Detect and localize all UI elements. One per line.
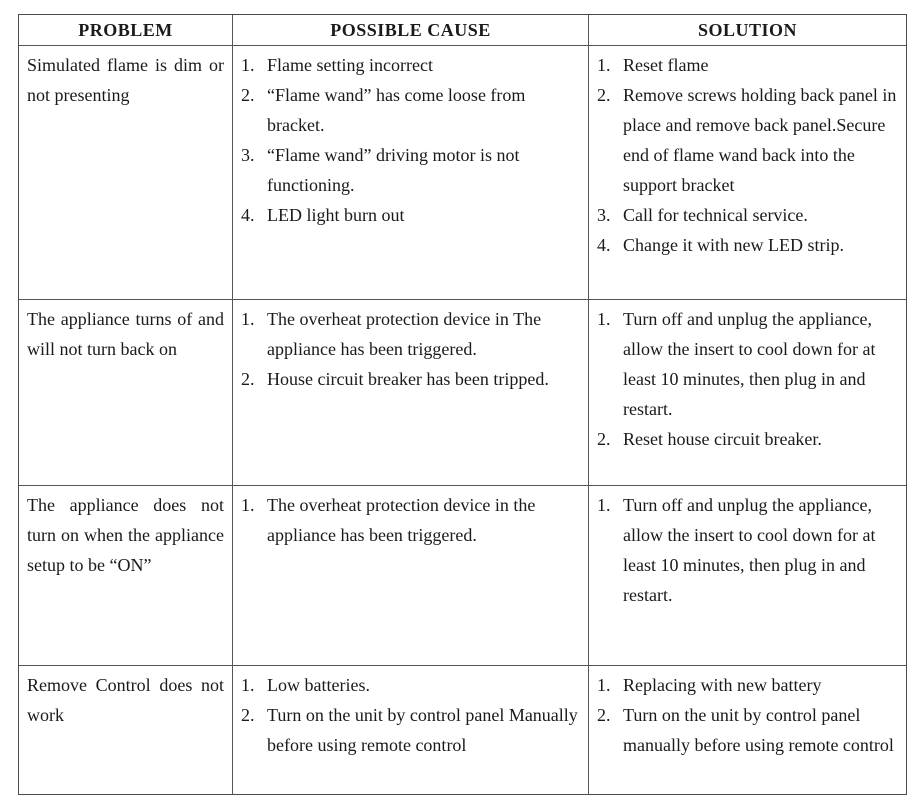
table-row xyxy=(19,46,906,300)
table-row xyxy=(19,486,906,666)
item-text: Call for technical service. xyxy=(623,205,808,225)
item-number: 1. xyxy=(241,309,255,329)
item-text: Flame setting incorrect xyxy=(267,55,433,75)
item-text: “Flame wand” has come loose from bracket. xyxy=(267,85,526,135)
header-problem: PROBLEM xyxy=(19,15,233,45)
cause-item xyxy=(241,670,580,700)
item-number: 1. xyxy=(241,495,255,515)
solution-item xyxy=(597,304,898,424)
cause-cell xyxy=(233,666,589,794)
item-number: 4. xyxy=(597,235,611,255)
solution-item xyxy=(597,230,898,260)
item-text: Turn off and unplug the appliance, allow the insert to cool down for at least 10 minutes, then plug in and restart. xyxy=(623,309,876,419)
item-number: 1. xyxy=(597,55,611,75)
item-number: 3. xyxy=(597,205,611,225)
item-text: House circuit breaker has been tripped. xyxy=(267,369,549,389)
item-number: 1. xyxy=(241,55,255,75)
problem-cell: The appliance does not turn on when the appliance setup to be “ON” xyxy=(19,486,233,665)
item-text: The overheat protection device in The appliance has been triggered. xyxy=(267,309,542,359)
item-number: 1. xyxy=(597,309,611,329)
problem-cell: Simulated flame is dim or not presenting xyxy=(19,46,233,299)
cause-item xyxy=(241,700,580,760)
item-number: 2. xyxy=(597,85,611,105)
solution-cell xyxy=(589,666,906,794)
item-text: Turn on the unit by control panel manually before using remote control xyxy=(623,705,894,755)
item-text: Reset flame xyxy=(623,55,709,75)
solution-item xyxy=(597,700,898,760)
table-header-row xyxy=(19,15,906,46)
item-text: Remove screws holding back panel in place and remove back panel.Secure end of flame wand back into the support bracket xyxy=(623,85,897,195)
item-text: Low batteries. xyxy=(267,675,370,695)
table-row xyxy=(19,666,906,794)
cause-item xyxy=(241,304,580,364)
item-text: The overheat protection device in the appliance has been triggered. xyxy=(267,495,536,545)
cause-item xyxy=(241,364,580,394)
item-number: 2. xyxy=(241,369,255,389)
item-number: 1. xyxy=(597,675,611,695)
cause-cell xyxy=(233,46,589,299)
cause-item xyxy=(241,490,580,550)
solution-item xyxy=(597,80,898,200)
item-number: 1. xyxy=(597,495,611,515)
item-number: 2. xyxy=(241,705,255,725)
item-number: 2. xyxy=(597,705,611,725)
problem-cell: The appliance turns of and will not turn back on xyxy=(19,300,233,485)
solution-cell xyxy=(589,46,906,299)
header-possible-cause: POSSIBLE CAUSE xyxy=(233,15,589,45)
solution-cell xyxy=(589,300,906,485)
table-row xyxy=(19,300,906,486)
solution-item xyxy=(597,424,898,454)
cause-item xyxy=(241,140,580,200)
solution-item xyxy=(597,50,898,80)
item-text: LED light burn out xyxy=(267,205,405,225)
item-number: 3. xyxy=(241,145,255,165)
cause-item xyxy=(241,80,580,140)
solution-item xyxy=(597,200,898,230)
item-text: Turn on the unit by control panel Manually before using remote control xyxy=(267,705,578,755)
item-text: Change it with new LED strip. xyxy=(623,235,844,255)
item-number: 4. xyxy=(241,205,255,225)
item-text: Replacing with new battery xyxy=(623,675,822,695)
cause-cell xyxy=(233,486,589,665)
troubleshooting-table xyxy=(18,14,907,795)
item-text: Reset house circuit breaker. xyxy=(623,429,822,449)
item-number: 2. xyxy=(241,85,255,105)
solution-item xyxy=(597,490,898,610)
solution-item xyxy=(597,670,898,700)
solution-cell xyxy=(589,486,906,665)
cause-item xyxy=(241,50,580,80)
item-text: “Flame wand” driving motor is not functioning. xyxy=(267,145,520,195)
item-number: 1. xyxy=(241,675,255,695)
item-text: Turn off and unplug the appliance, allow the insert to cool down for at least 10 minutes, then plug in and restart. xyxy=(623,495,876,605)
header-solution: SOLUTION xyxy=(697,20,798,40)
cause-cell xyxy=(233,300,589,485)
problem-cell: Remove Control does not work xyxy=(19,666,233,794)
item-number: 2. xyxy=(597,429,611,449)
cause-item xyxy=(241,200,580,230)
